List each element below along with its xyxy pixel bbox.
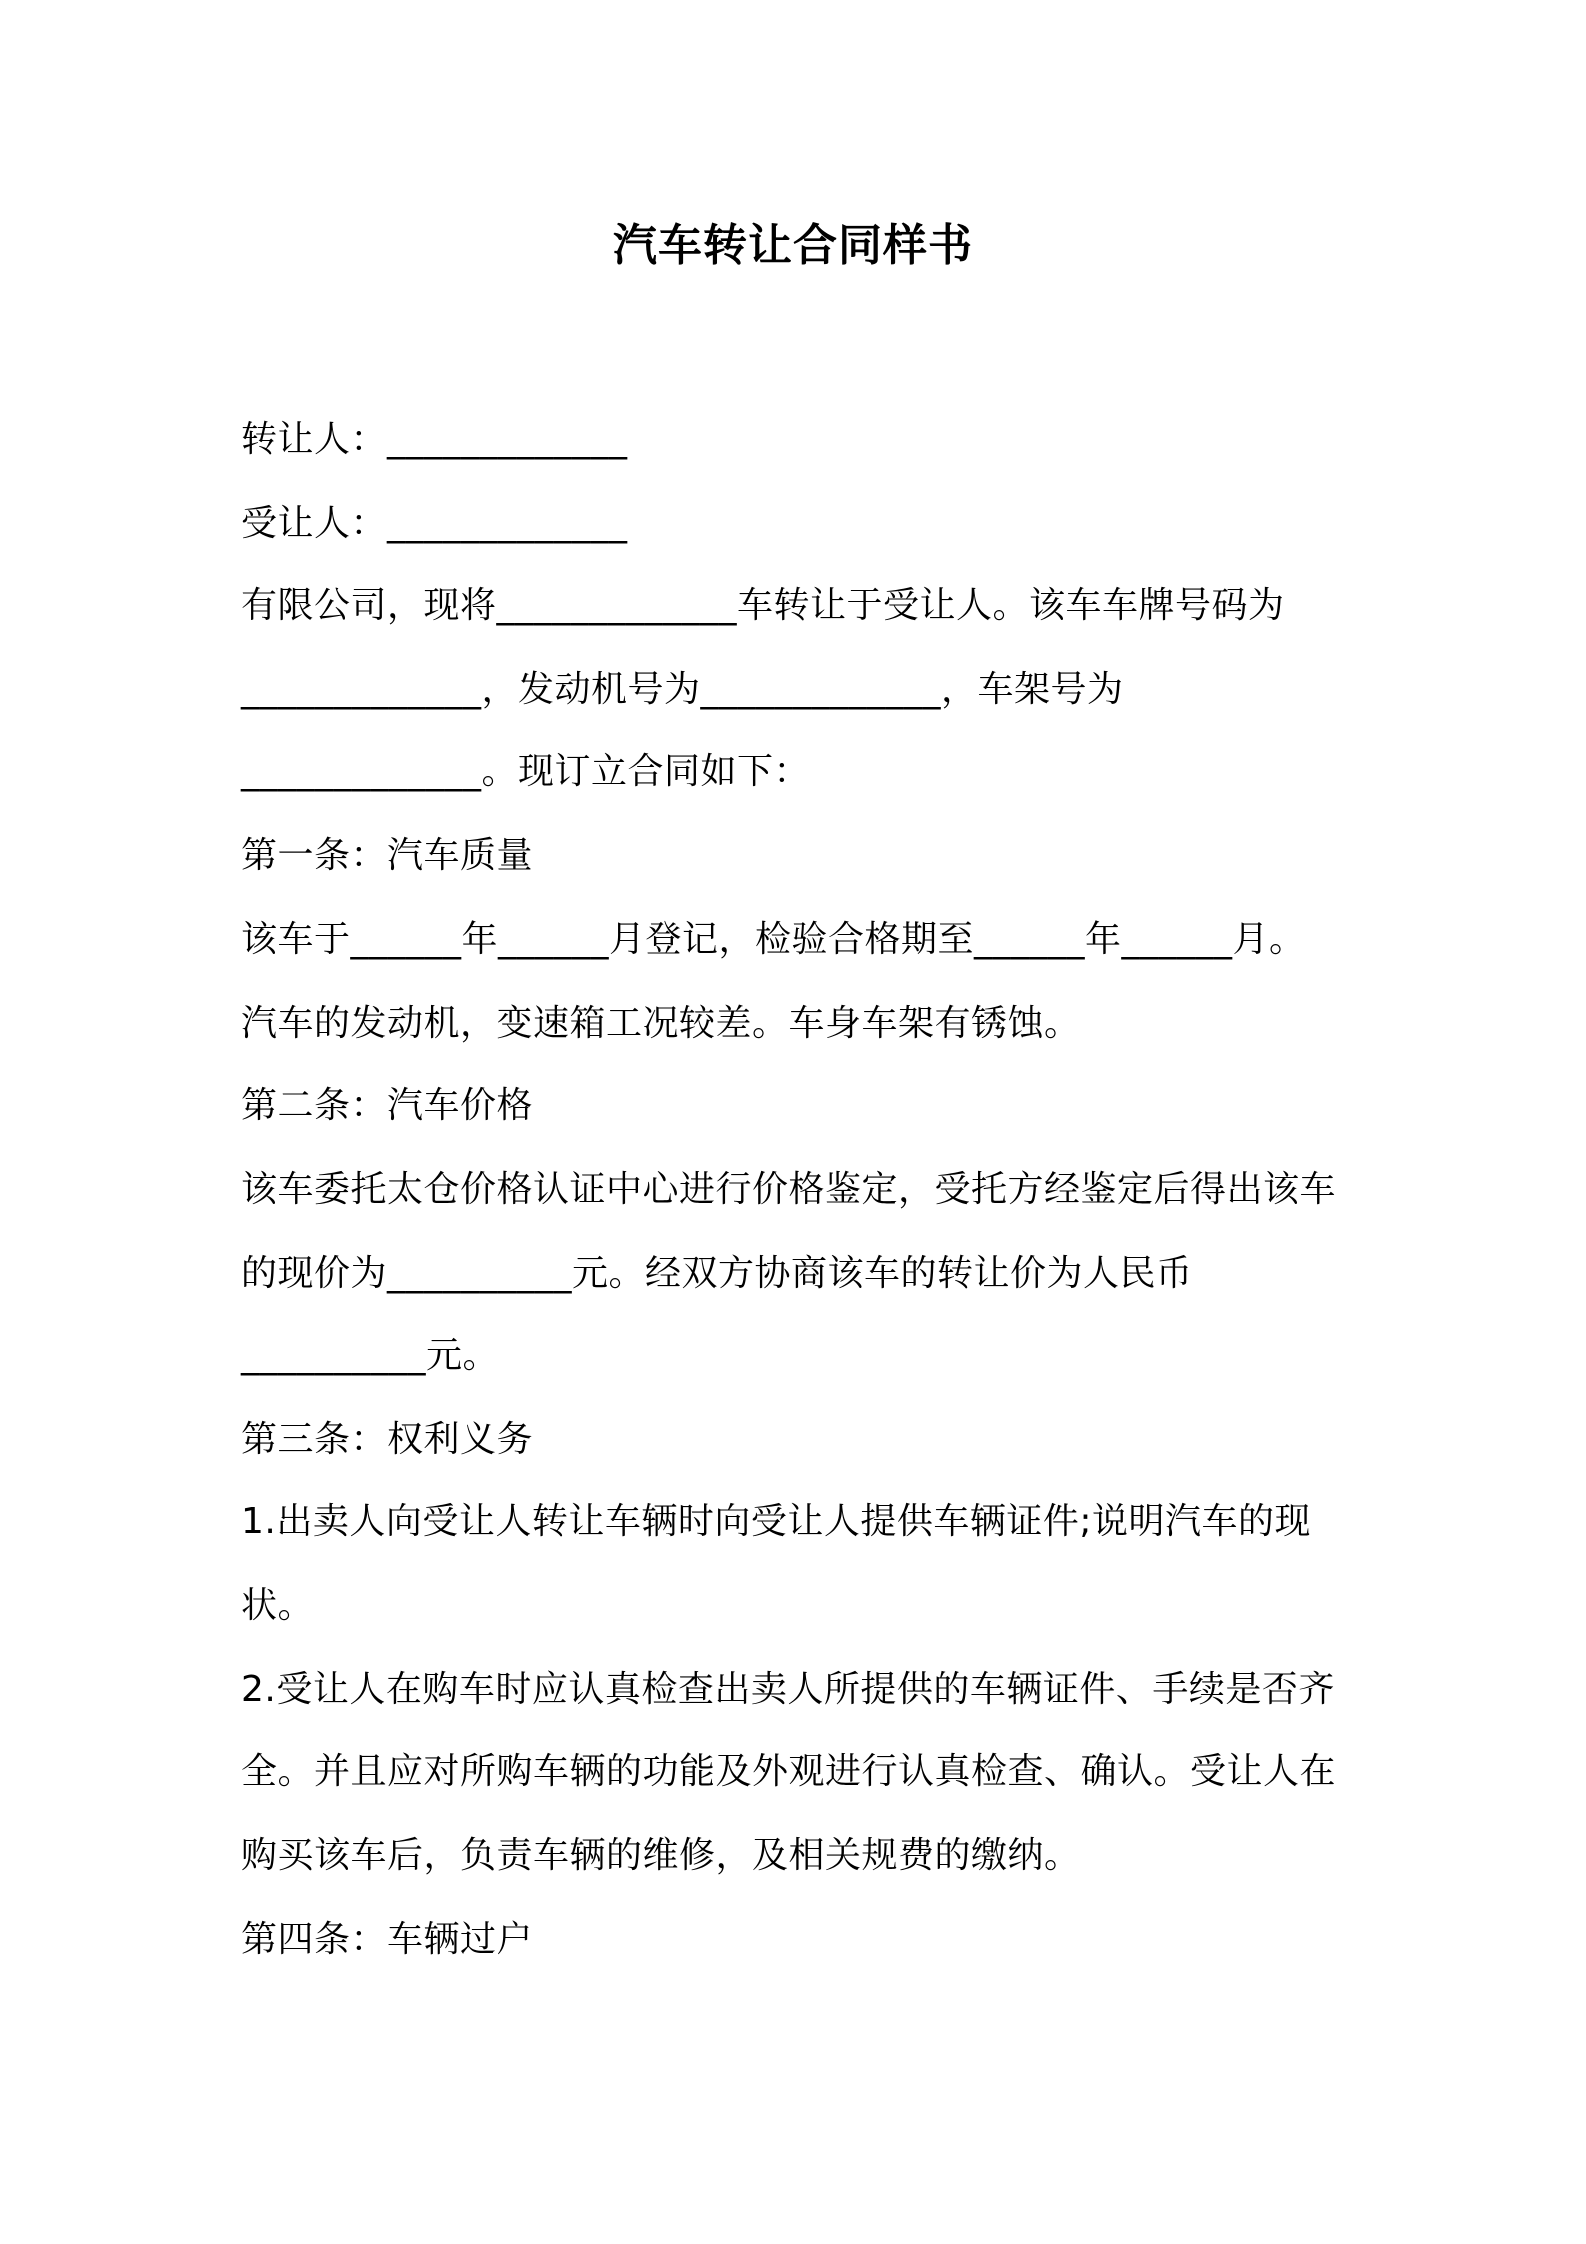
article-3-item-2-line-1: 2.受让人在购车时应认真检查出卖人所提供的车辆证件、手续是否齐 — [241, 1669, 1335, 1710]
article-3-item-1-line-1: 1.出卖人向受让人转让车辆时向受让人提供车辆证件;说明汽车的现 — [241, 1501, 1311, 1542]
article-1-line-2: 汽车的发动机，变速箱工况较差。车身车架有锈蚀。 — [241, 1003, 1081, 1044]
article-1-heading: 第一条：汽车质量 — [241, 835, 534, 876]
article-3-item-1-line-2: 状。 — [241, 1585, 315, 1626]
article-1-line-1: 该车于______年______月登记，检验合格期至______年______月。 — [241, 919, 1306, 960]
document-title: 汽车转让合同样书 — [613, 220, 973, 271]
article-2-line-3: __________元。 — [241, 1335, 500, 1376]
intro-line-2: _____________，发动机号为_____________，车架号为 — [241, 669, 1124, 710]
article-2-line-2: 的现价为__________元。经双方协商该车的转让价为人民币 — [241, 1253, 1193, 1294]
transferee-line: 受让人：_____________ — [241, 503, 628, 544]
article-3-item-2-line-3: 购买该车后，负责车辆的维修，及相关规费的缴纳。 — [241, 1835, 1081, 1876]
article-4-heading: 第四条：车辆过户 — [241, 1919, 534, 1960]
transferor-line: 转让人：_____________ — [241, 419, 628, 460]
article-2-line-1: 该车委托太仓价格认证中心进行价格鉴定，受托方经鉴定后得出该车 — [241, 1169, 1337, 1210]
article-3-heading: 第三条：权利义务 — [241, 1419, 534, 1460]
intro-line-3: _____________。现订立合同如下： — [241, 751, 811, 792]
article-3-item-2-line-2: 全。并且应对所购车辆的功能及外观进行认真检查、确认。受让人在 — [241, 1751, 1337, 1792]
article-2-heading: 第二条：汽车价格 — [241, 1085, 534, 1126]
intro-line-1: 有限公司，现将_____________车转让于受让人。该车车牌号码为 — [241, 585, 1285, 626]
